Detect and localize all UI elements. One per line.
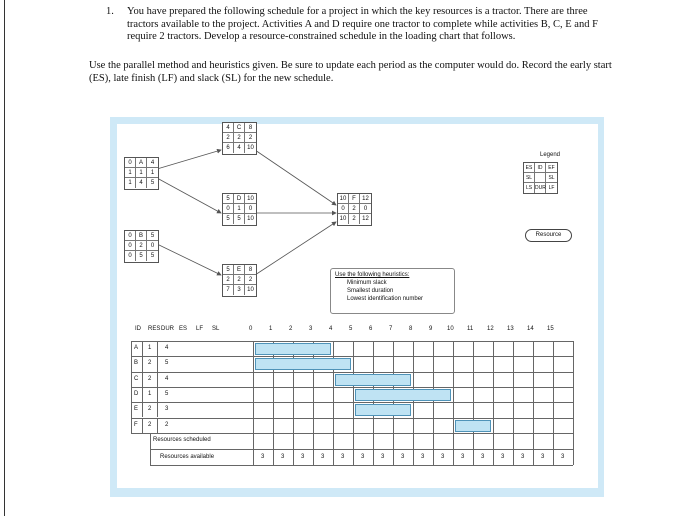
chart-row-line [131, 433, 573, 434]
chart-row-res: 2 [148, 360, 152, 367]
node-cell: 2 [136, 241, 147, 251]
chart-period-label: 2 [289, 326, 293, 332]
resource-available-value: 3 [501, 453, 505, 460]
node-cell: 1 [147, 168, 158, 178]
chart-row-dur: 5 [165, 390, 169, 397]
chart-row-dur: 2 [165, 421, 169, 428]
node-cell: 5 [136, 251, 147, 261]
node-cell: 0 [147, 241, 158, 251]
node-cell: 5 [223, 214, 234, 224]
node-cell: 5 [147, 231, 158, 241]
chart-header: RES [148, 326, 161, 332]
node-cell: F [349, 194, 360, 204]
heuristic-item: Lowest identification number [347, 296, 424, 302]
node-cell: 0 [223, 204, 234, 214]
activity-bar-d [355, 389, 451, 401]
chart-period-label: 0 [249, 326, 253, 332]
chart-res-divider [157, 356, 158, 371]
node-cell: 6 [223, 143, 234, 153]
arrow-b-e [157, 244, 221, 275]
resource-available-value: 3 [441, 453, 445, 460]
heuristic-item: Smallest duration [347, 288, 394, 294]
node-cell: 5 [223, 265, 234, 275]
node-cell: 10 [338, 214, 349, 224]
node-cell: 2 [245, 275, 256, 285]
chart-res-divider [157, 341, 158, 356]
heuristic-item: Minimum slack [347, 280, 387, 286]
node-cell: A [136, 158, 147, 168]
chart-period-gridline [393, 341, 394, 465]
node-cell: 0 [338, 204, 349, 214]
chart-row-dur: 5 [165, 360, 169, 367]
node-cell: C [234, 123, 245, 133]
node-cell: 0 [125, 241, 136, 251]
node-cell: 4 [234, 143, 245, 153]
legend-cell: SL [546, 173, 557, 183]
node-cell: 4 [147, 158, 158, 168]
legend [515, 152, 585, 262]
node-cell: 5 [150, 180, 155, 186]
legend-cell: ES [524, 163, 535, 173]
node-cell: 8 [245, 265, 256, 275]
resource-available-value: 3 [341, 453, 345, 460]
resource-available-value: 3 [381, 453, 385, 460]
chart-bottom-left [150, 433, 151, 466]
question-instructions: Use the parallel method and heuristics given. Be sure to update each period as the computer would do. Record the early start (ES), late finish (LF) and slack (SL) for the new schedule. [89, 60, 612, 84]
chart-period-label: 14 [527, 326, 534, 332]
resources-available-label: Resources available [160, 453, 215, 460]
chart-period-label: 4 [329, 326, 333, 332]
chart-row-id: F [134, 421, 138, 428]
node-cell: 5 [223, 194, 234, 204]
legend-cell: LF [548, 185, 555, 191]
legend-cell: EF [546, 163, 557, 173]
legend-cell: LS [524, 183, 535, 193]
legend-title: Legend [540, 152, 561, 158]
resource-available-value: 3 [361, 453, 365, 460]
activity-bar-a [255, 343, 331, 355]
resources-scheduled-label: Resources scheduled [153, 436, 211, 443]
node-cell: 2 [245, 133, 256, 143]
chart-period-label: 15 [547, 326, 554, 332]
chart-period-gridline [573, 341, 574, 465]
chart-res-divider [157, 387, 158, 402]
question-number: 1. [106, 6, 114, 17]
arrow-a-d [157, 178, 221, 213]
chart-period-label: 5 [349, 326, 353, 332]
chart-row-line [131, 356, 573, 357]
heuristics-title: Use the following heuristics: [335, 272, 410, 278]
chart-bottom-line [150, 465, 573, 466]
activity-bar-e [355, 404, 411, 416]
chart-row-dur: 4 [165, 375, 169, 382]
resource-available-value: 3 [261, 453, 265, 460]
node-cell: 4 [223, 123, 234, 133]
legend-resource: Resource [525, 229, 572, 242]
chart-row-res: 2 [148, 421, 152, 428]
chart-period-label: 1 [269, 326, 273, 332]
chart-row-line [131, 402, 573, 403]
node-cell: E [234, 265, 245, 275]
heuristics-note [330, 268, 455, 314]
chart-period-gridline [513, 341, 514, 465]
resource-available-value: 3 [321, 453, 325, 460]
chart-row-dur: 3 [165, 406, 169, 413]
chart-id-divider [142, 341, 143, 356]
chart-period-gridline [553, 341, 554, 465]
chart-res-divider [157, 418, 158, 433]
resource-available-value: 3 [421, 453, 425, 460]
node-cell: 5 [150, 253, 155, 259]
node-cell: 5 [234, 214, 245, 224]
chart-period-label: 3 [309, 326, 313, 332]
chart-period-label: 10 [447, 326, 454, 332]
node-cell: 0 [125, 251, 136, 261]
chart-header: LF [196, 326, 204, 332]
node-cell: 0 [245, 204, 256, 214]
chart-header: ES [179, 326, 188, 332]
node-cell: B [136, 231, 147, 241]
chart-period-gridline [373, 341, 374, 465]
node-cell: 10 [247, 287, 254, 293]
activity-bar-c [335, 374, 411, 386]
chart-row-id: E [134, 406, 139, 413]
chart-id-divider [142, 356, 143, 371]
node-cell: 1 [136, 168, 147, 178]
node-cell: 2 [349, 214, 360, 224]
chart-period-label: 11 [467, 326, 474, 332]
node-cell: 0 [125, 158, 136, 168]
chart-header: ID [135, 326, 141, 332]
chart-row-id: C [134, 375, 139, 382]
chart-row-line [131, 372, 573, 373]
arrow-a-c [157, 150, 221, 169]
chart-period-gridline [473, 341, 474, 465]
chart-row-line [131, 387, 573, 388]
chart-period-gridline [353, 341, 354, 465]
node-cell: 1 [125, 178, 136, 188]
resource-available-value: 3 [521, 453, 525, 460]
chart-row-dur: 4 [165, 345, 169, 351]
chart-row-line [150, 449, 573, 450]
resource-available-value: 3 [461, 453, 465, 460]
chart-period-gridline [453, 341, 454, 465]
chart-row-id: A [134, 345, 139, 351]
node-cell: 8 [245, 123, 256, 133]
chart-period-gridline [433, 341, 434, 465]
chart-period-gridline [533, 341, 534, 465]
node-cell: 10 [247, 145, 254, 151]
node-cell: 4 [136, 178, 147, 188]
legend-cell: DUR [535, 185, 546, 191]
node-cell: 0 [360, 204, 371, 214]
activity-bar-f [455, 420, 491, 432]
activity-bar-b [255, 358, 351, 370]
resource-available-value: 3 [281, 453, 285, 460]
arrow-e-f [255, 222, 336, 275]
node-cell: 12 [362, 216, 369, 222]
chart-period-label: 12 [487, 326, 494, 332]
chart-period-gridline [253, 341, 254, 465]
chart-period-label: 13 [507, 326, 514, 332]
chart-row-id: D [134, 390, 139, 397]
node-cell: 2 [223, 275, 234, 285]
chart-period-label: 8 [409, 326, 413, 332]
chart-period-label: 7 [389, 326, 393, 332]
node-cell: 10 [338, 194, 349, 204]
question-text: You have prepared the following schedule for a project in which the key resources is a tractor. There are three tractors available to the project. Activities A and D require one tractor to complete while activities B, C, E and F require 2 tractors. Develop a resource-constrained schedule in the loading chart that follows. [127, 6, 598, 42]
node-cell: 0 [125, 231, 136, 241]
node-cell: 1 [125, 168, 136, 178]
chart-row-line [131, 418, 573, 419]
node-cell: 2 [223, 133, 234, 143]
node-cell: 12 [360, 194, 371, 204]
node-cell: 7 [223, 285, 234, 295]
node-cell: 10 [247, 216, 254, 222]
node-cell: 2 [349, 204, 360, 214]
node-cell: 10 [245, 194, 256, 204]
chart-id-divider [142, 418, 143, 433]
node-cell: 2 [234, 275, 245, 285]
legend-cell: ID [535, 163, 546, 173]
chart-id-divider [142, 402, 143, 417]
chart-row-res: 2 [148, 406, 152, 413]
chart-res-divider [157, 372, 158, 387]
legend-cell: SL [524, 173, 535, 183]
node-cell: 1 [234, 204, 245, 214]
chart-row-id: B [134, 360, 139, 367]
arrow-c-f [255, 150, 336, 205]
chart-id-divider [142, 387, 143, 402]
node-cell: D [234, 194, 245, 204]
chart-row-res: 1 [148, 345, 152, 351]
resource-available-value: 3 [481, 453, 485, 460]
chart-id-divider [142, 372, 143, 387]
chart-period-label: 6 [369, 326, 373, 332]
resource-available-value: 3 [561, 453, 565, 460]
resource-available-value: 3 [301, 453, 305, 460]
node-cell: 2 [234, 133, 245, 143]
chart-res-divider [157, 402, 158, 417]
chart-period-gridline [413, 341, 414, 465]
chart-period-label: 9 [429, 326, 433, 332]
chart-header: DUR [161, 326, 174, 332]
chart-row-line [131, 341, 573, 342]
chart-period-gridline [493, 341, 494, 465]
chart-row-res: 2 [148, 375, 152, 382]
chart-row-res: 1 [148, 390, 152, 397]
legend-cell [535, 173, 546, 183]
node-cell: 3 [234, 285, 245, 295]
resource-available-value: 3 [541, 453, 545, 460]
chart-header: SL [212, 326, 220, 332]
resource-available-value: 3 [401, 453, 405, 460]
